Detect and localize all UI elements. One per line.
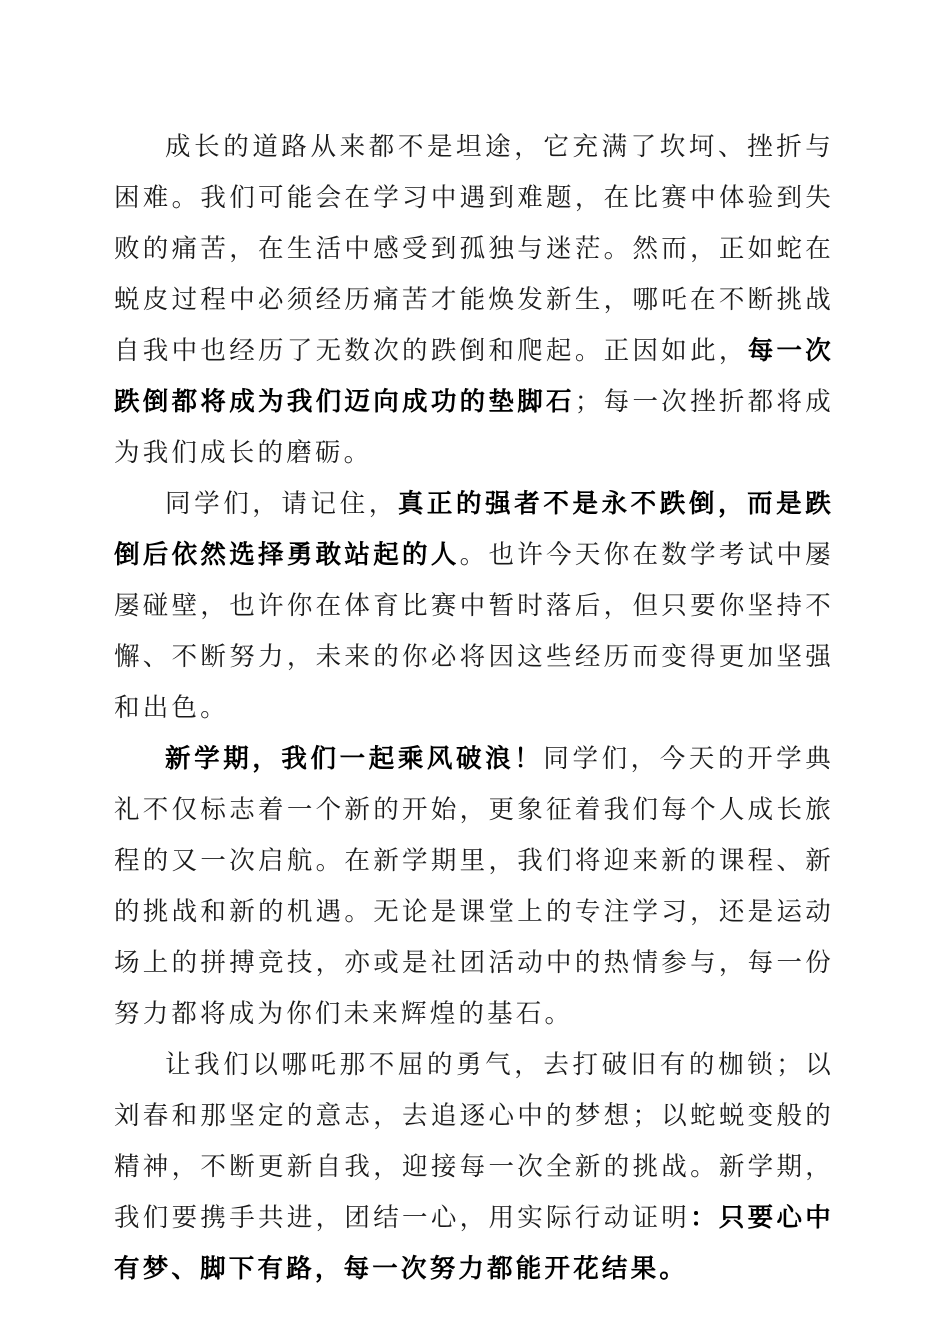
paragraph-text: 成长的道路从来都不是坦途，它充满了坎坷、挫折与困难。我们可能会在学习中遇到难题，在比赛中体验到失败的痛苦，在生活中感受到孤独与迷茫。然而，正如蛇在蜕皮过程中必须经历痛苦才能焕发新生，哪吒在不断挑战自我中也经历了无数次的跌倒和爬起。正因如此，	[114, 132, 834, 366]
bold-phrase: 真正的强者不是永不跌倒，而是跌倒后依然选择勇敢站起的人	[114, 489, 834, 570]
paragraph-text: 同学们，今天的开学典礼不仅标志着一个新的开始，更象征着我们每个人成长旅程的又一次启航。在新学期里，我们将迎来新的课程、新的挑战和新的机遇。无论是课堂上的专注学习，还是运动场上的拼搏竞技，亦或是社团活动中的热情参与，每一份努力都将成为你们未来辉煌的基石。	[114, 744, 834, 1029]
bold-phrase: ：只要心中有梦、脚下有路，每一次努力都能开花结果。	[114, 1203, 834, 1284]
paragraph-text: 让我们以哪吒那不屈的勇气，去打破旧有的枷锁；以刘春和那坚定的意志，去追逐心中的梦想；以蛇蜕变般的精神，不断更新自我，迎接每一次全新的挑战。新学期，我们要携手共进，团结一心，用实际行动证明	[114, 1050, 834, 1233]
paragraph-2	[114, 479, 834, 734]
paragraph-text: ；每一次挫折都将成为我们成长的磨砺。	[114, 387, 834, 468]
paragraph-4	[114, 1040, 834, 1295]
paragraph-text: 。也许今天你在数学考试中屡屡碰壁，也许你在体育比赛中暂时落后，但只要你坚持不懈、不断努力，未来的你必将因这些经历而变得更加坚强和出色。	[114, 540, 834, 723]
bold-phrase: 新学期，我们一起乘风破浪！	[165, 744, 544, 774]
paragraph-text: 同学们，请记住，	[165, 489, 398, 519]
document-body	[114, 122, 834, 1295]
paragraph-1	[114, 122, 834, 479]
bold-phrase: 每一次跌倒都将成为我们迈向成功的垫脚石	[114, 336, 834, 417]
paragraph-3	[114, 734, 834, 1040]
